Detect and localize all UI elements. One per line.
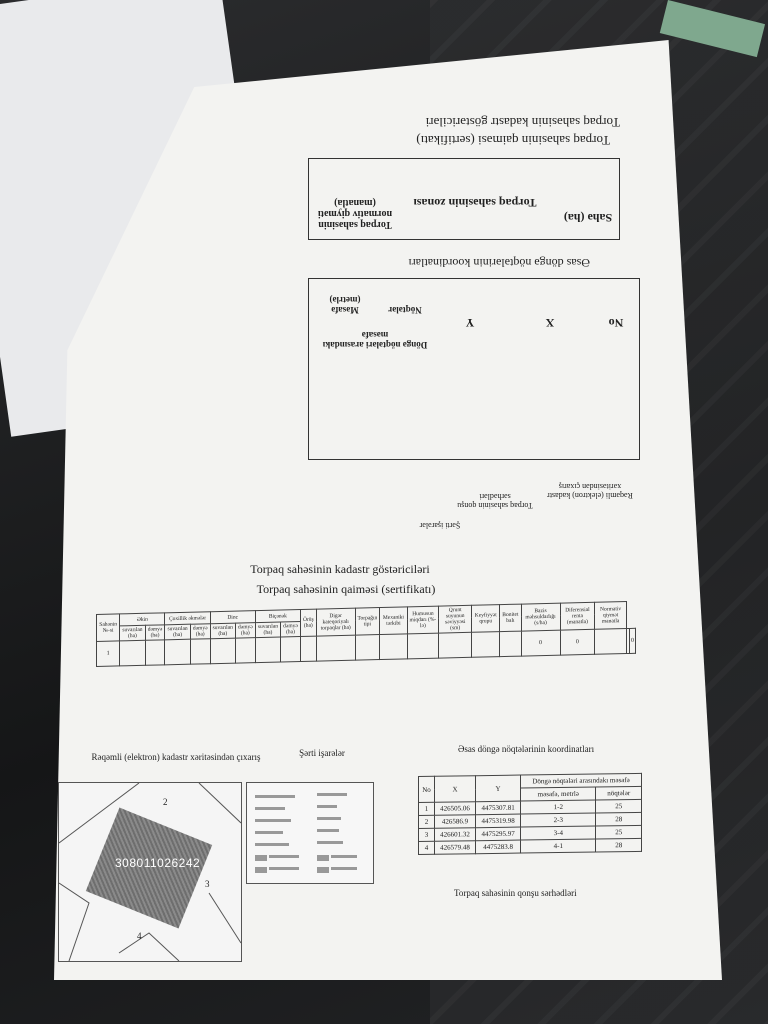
- coords-seg: 1-2: [521, 800, 596, 814]
- coords-row: [419, 838, 642, 854]
- attr-header: Normativ qiymət manatla: [595, 602, 627, 630]
- coords-y: 4475307.81: [476, 801, 521, 815]
- attr-cell: [472, 632, 500, 658]
- attr-header: Örüş (ha): [300, 609, 316, 636]
- legend-section-title: Şərti işarələr: [299, 748, 345, 758]
- coords-dist: 25: [596, 825, 642, 839]
- attr-cell: [380, 634, 407, 660]
- upper-map-label: Rəqəmli (elektron) kadastr xəritəsindən çıxarış: [547, 482, 633, 500]
- attr-header: Bazis məhsuldarlığı (s/ha): [521, 603, 560, 631]
- cadastral-map-extract: [58, 782, 242, 962]
- map-point-label: 2: [163, 797, 168, 807]
- attr-header: Keyfiyyət qrupu: [472, 605, 500, 633]
- attr-header: Diferensial renta (manatla): [560, 602, 595, 630]
- attr-cell: [145, 640, 165, 665]
- attr-cell: 0: [560, 629, 595, 655]
- upper-header-area: Sahə (ha): [563, 211, 613, 225]
- attr-cell: [165, 639, 190, 665]
- coords-y: 4475295.97: [476, 827, 521, 841]
- attr-header: Dinc: [210, 611, 255, 624]
- coords-header-x: X: [435, 776, 476, 803]
- upper-coords-y: Y: [465, 316, 475, 330]
- attr-cell: [355, 635, 380, 661]
- legend-swatches: [247, 783, 373, 883]
- coords-seg: 2-3: [521, 813, 596, 827]
- attr-cell: [190, 639, 210, 664]
- attr-subheader: dəmyə (ha): [145, 625, 165, 640]
- upper-neighbors-label: Torpaq sahəsinin qonşu sərhədləri: [457, 492, 533, 510]
- coords-x: 426579.48: [435, 841, 476, 855]
- attr-header: Bonitet balı: [500, 604, 521, 632]
- attr-header: Sahənin №-si: [97, 614, 120, 642]
- coords-header-no: No: [419, 776, 435, 802]
- coords-x: 426505.06: [435, 802, 476, 816]
- coords-no: 2: [419, 815, 435, 828]
- map-point-label: 3: [205, 879, 210, 889]
- attr-header: Əkin: [120, 613, 165, 626]
- coords-dist: 25: [596, 799, 642, 813]
- map-section-title: Rəqəmli (elektron) kadastr xəritəsindən çıxarış: [91, 752, 261, 762]
- upper-coords-dist: Döngə nöqtələri arasındakı məsafə: [322, 330, 428, 350]
- lower-title-2: Torpaq sahəsinin qaiməsi (sertifikatı): [256, 582, 436, 596]
- coords-x: 426601.32: [435, 828, 476, 842]
- map-legend: [246, 782, 374, 884]
- coordinates-table: [418, 773, 642, 855]
- coords-dist: 28: [596, 812, 642, 826]
- coords-seg: 3-4: [521, 826, 596, 840]
- attr-cell: [500, 631, 521, 657]
- attr-header: Biçənək: [255, 610, 300, 623]
- coords-y: 4475283.8: [476, 840, 521, 854]
- coords-no: 1: [419, 802, 435, 815]
- attr-header: Digər kateqoriyalı torpaqlar (ha): [316, 608, 355, 636]
- attr-cell: [235, 638, 255, 663]
- upper-title-1: Torpaq sahəsinin kadastr göstəriciləri: [425, 115, 620, 130]
- attr-cell: [439, 632, 472, 658]
- upper-coords-no: No: [608, 316, 624, 330]
- upper-header-price: Torpaq sahəsinin normativ qiyməti (manatla): [317, 197, 393, 230]
- coords-seg: 4-1: [521, 839, 596, 853]
- upper-header-zone: Torpaq sahəsinin zonası: [413, 196, 537, 210]
- upper-half-upside-down: [280, 90, 680, 530]
- attr-cell: [407, 633, 439, 659]
- coords-header-points: nöqtələr: [596, 786, 642, 800]
- attr-subheader: suvarılan (ha): [255, 622, 280, 638]
- attr-header: Humusun miqdarı (%-lə): [407, 606, 439, 634]
- coords-header-dist-m: məsafə, metrlə: [521, 787, 596, 801]
- attr-subheader: dəmyə (ha): [281, 622, 301, 637]
- attr-header: Çoxillik əkmələr: [165, 612, 210, 625]
- upper-title-2: Torpaq sahəsinin qaiməsi (sertifikatı): [416, 133, 610, 148]
- coords-x: 426586.9: [435, 815, 476, 829]
- attr-cell: 0: [629, 628, 635, 653]
- attr-subheader: dəmyə (ha): [235, 623, 255, 638]
- attr-cell: [316, 635, 355, 661]
- parcel-id-label: 308011026242: [115, 856, 201, 870]
- attr-subheader: suvarılan (ha): [165, 624, 190, 640]
- coords-no: 4: [419, 841, 435, 854]
- attr-cell: [300, 636, 316, 661]
- attr-header: Torpağın tipi: [355, 608, 380, 636]
- attr-cell: [595, 629, 627, 655]
- attr-header: Qrunt suyunun səviyyəsi (sm): [439, 605, 472, 633]
- upper-coords-points: Nöqtələr: [388, 305, 422, 315]
- coords-no: 3: [419, 828, 435, 841]
- map-point-label: 4: [137, 931, 142, 941]
- neighbors-title: Torpaq sahəsinin qonşu sərhədləri: [454, 888, 577, 898]
- attr-cell: [281, 637, 301, 662]
- coords-y: 4475319.98: [476, 814, 521, 828]
- attr-header: Mexaniki tərkibi: [380, 607, 407, 635]
- lower-title-1: Torpaq sahəsinin kadastr göstəriciləri: [250, 562, 430, 576]
- coords-dist: 28: [596, 838, 642, 852]
- upper-coords-title: Əsas döngə nöqtələrinin koordinatları: [408, 256, 590, 270]
- upper-legend-label: Şərti işarələr: [419, 521, 461, 530]
- attr-subheader: dəmyə (ha): [190, 624, 210, 639]
- attr-cell: 1: [97, 641, 120, 667]
- coords-section-title: Əsas döngə nöqtələrinin koordinatları: [457, 744, 595, 754]
- coords-header-y: Y: [476, 775, 521, 802]
- upper-coords-x: X: [545, 316, 555, 330]
- attr-cell: [255, 637, 280, 663]
- attr-subheader: suvarılan (ha): [120, 625, 145, 641]
- attr-subheader: suvarılan (ha): [210, 623, 235, 639]
- coords-header-dist: Döngə nöqtələri arasındakı məsafə: [521, 773, 642, 788]
- attr-cell: [210, 638, 235, 664]
- attr-cell: [120, 640, 145, 666]
- attr-cell: 0: [521, 630, 560, 656]
- upper-coords-metres: Məsafə (metrlə): [329, 295, 361, 315]
